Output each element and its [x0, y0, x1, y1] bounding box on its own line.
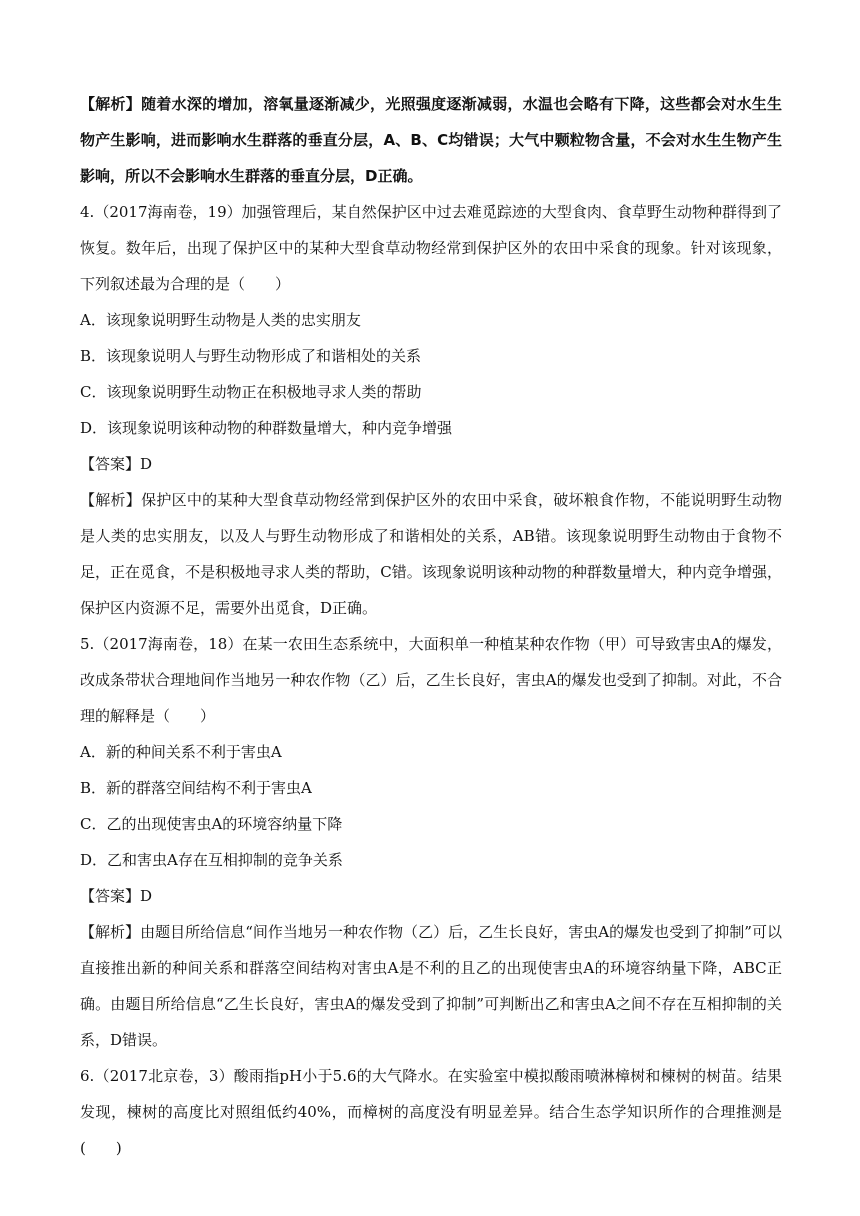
- analysis-paragraph-q3: 【解析】随着水深的增加，溶氧量逐渐减少，光照强度逐渐减弱，水温也会略有下降，这些都会对水生生物产生影响，进而影响水生群落的垂直分层，A、B、C均错误；大气中颗粒物含量，不会对水生生物产生影响，所以不会影响水生群落的垂直分层，D正确。: [80, 95, 782, 185]
- question-4-analysis: 【解析】保护区中的某种大型食草动物经常到保护区外的农田中采食，破坏粮食作物，不能说明野生动物是人类的忠实朋友，以及人与野生动物形成了和谐相处的关系，AB错。该现象说明野生动物由于食物不足，正在觅食，不是积极地寻求人类的帮助，C错。该现象说明该种动物的种群数量增大，种内竞争增强，保护区内资源不足，需要外出觅食，D正确。: [80, 491, 782, 617]
- question-5-option-c: C．乙的出现使害虫A的环境容纳量下降: [80, 815, 343, 833]
- question-5-analysis: 【解析】由题目所给信息“间作当地另一种农作物（乙）后，乙生长良好，害虫A的爆发也受到了抑制”可以直接推出新的种间关系和群落空间结构对害虫A是不利的且乙的出现使害虫A的环境容纳量下降，ABC正确。由题目所给信息“乙生长良好，害虫A的爆发受到了抑制”可判断出乙和害虫A之间不存在互相抑制的关系，D错误。: [80, 923, 782, 1049]
- question-4-stem: 4.（2017海南卷，19）加强管理后，某自然保护区中过去难觅踪迹的大型食肉、食草野生动物种群得到了恢复。数年后，出现了保护区中的某种大型食草动物经常到保护区外的农田中采食的现象。针对该现象，下列叙述最为合理的是（ ）: [80, 203, 782, 293]
- question-4-option-b: B．该现象说明人与野生动物形成了和谐相处的关系: [80, 347, 422, 365]
- document-content: [80, 86, 782, 1166]
- question-4-answer: 【答案】D: [80, 455, 153, 473]
- question-4-option-a: A．该现象说明野生动物是人类的忠实朋友: [80, 311, 361, 329]
- question-5-answer: 【答案】D: [80, 887, 153, 905]
- question-4-option-c: C．该现象说明野生动物正在积极地寻求人类的帮助: [80, 383, 422, 401]
- question-5-option-b: B．新的群落空间结构不利于害虫A: [80, 779, 312, 797]
- question-6-stem: 6.（2017北京卷，3）酸雨指pH小于5.6的大气降水。在实验室中模拟酸雨喷淋樟树和楝树的树苗。结果发现，楝树的高度比对照组低约40%，而樟树的高度没有明显差异。结合生态学知识所作的合理推测是( ): [80, 1067, 782, 1157]
- question-5-stem: 5.（2017海南卷，18）在某一农田生态系统中，大面积单一种植某种农作物（甲）可导致害虫A的爆发，改成条带状合理地间作当地另一种农作物（乙）后，乙生长良好，害虫A的爆发也受到了抑制。对此，不合理的解释是（ ）: [80, 635, 782, 725]
- question-4-option-d: D．该现象说明该种动物的种群数量增大，种内竞争增强: [80, 419, 453, 437]
- question-5-option-a: A．新的种间关系不利于害虫A: [80, 743, 282, 761]
- question-5-option-d: D．乙和害虫A存在互相抑制的竞争关系: [80, 851, 343, 869]
